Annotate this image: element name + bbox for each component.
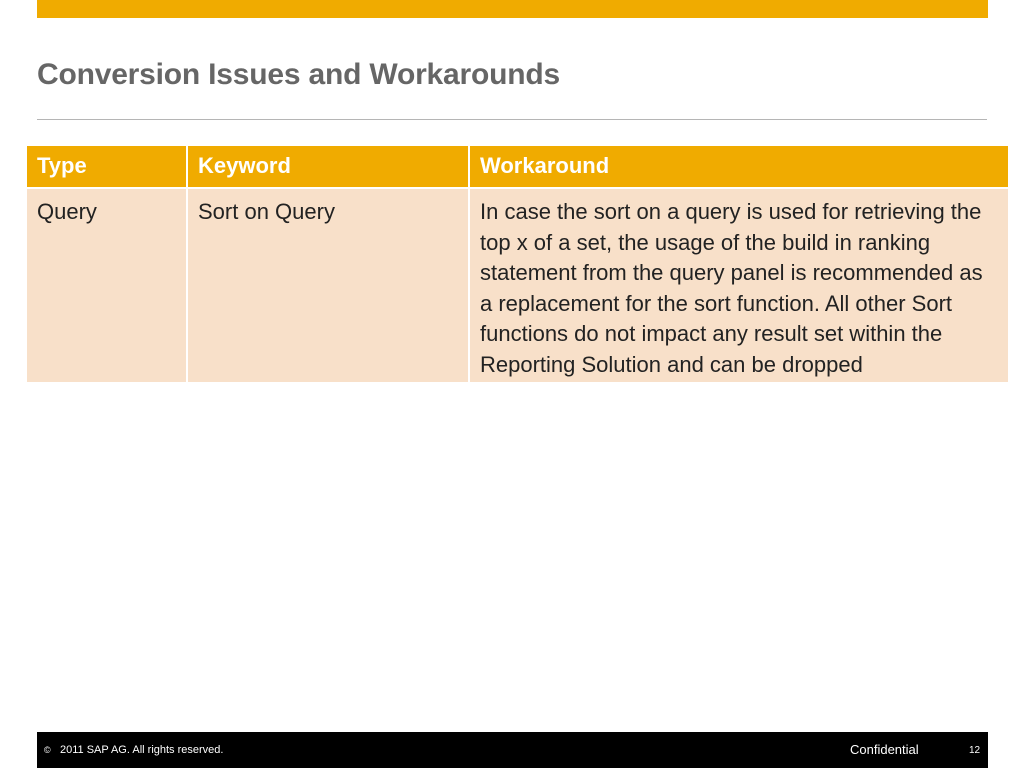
cell-keyword: Sort on Query xyxy=(187,188,469,383)
header-type: Type xyxy=(26,145,187,188)
copyright-icon: © xyxy=(44,745,51,755)
slide-title: Conversion Issues and Workarounds xyxy=(37,58,560,91)
cell-type: Query xyxy=(26,188,187,383)
table-header-row xyxy=(26,145,1009,188)
title-divider xyxy=(37,119,987,120)
footer-bar xyxy=(37,732,988,768)
page-number: 12 xyxy=(969,745,981,756)
top-accent-bar xyxy=(37,0,988,18)
copyright-text: 2011 SAP AG. All rights reserved. xyxy=(60,744,224,756)
cell-workaround: In case the sort on a query is used for retrieving the top x of a set, the usage of the build in ranking statement from the query panel is recommended as a replacement for the sort function. All other Sort functions do not impact any result set within the Reporting Solution and can be dropped xyxy=(469,188,1009,383)
header-keyword: Keyword xyxy=(187,145,469,188)
header-workaround: Workaround xyxy=(469,145,1009,188)
issues-table xyxy=(25,144,1010,384)
confidential-label: Confidential xyxy=(850,742,919,757)
table-row xyxy=(26,188,1009,383)
